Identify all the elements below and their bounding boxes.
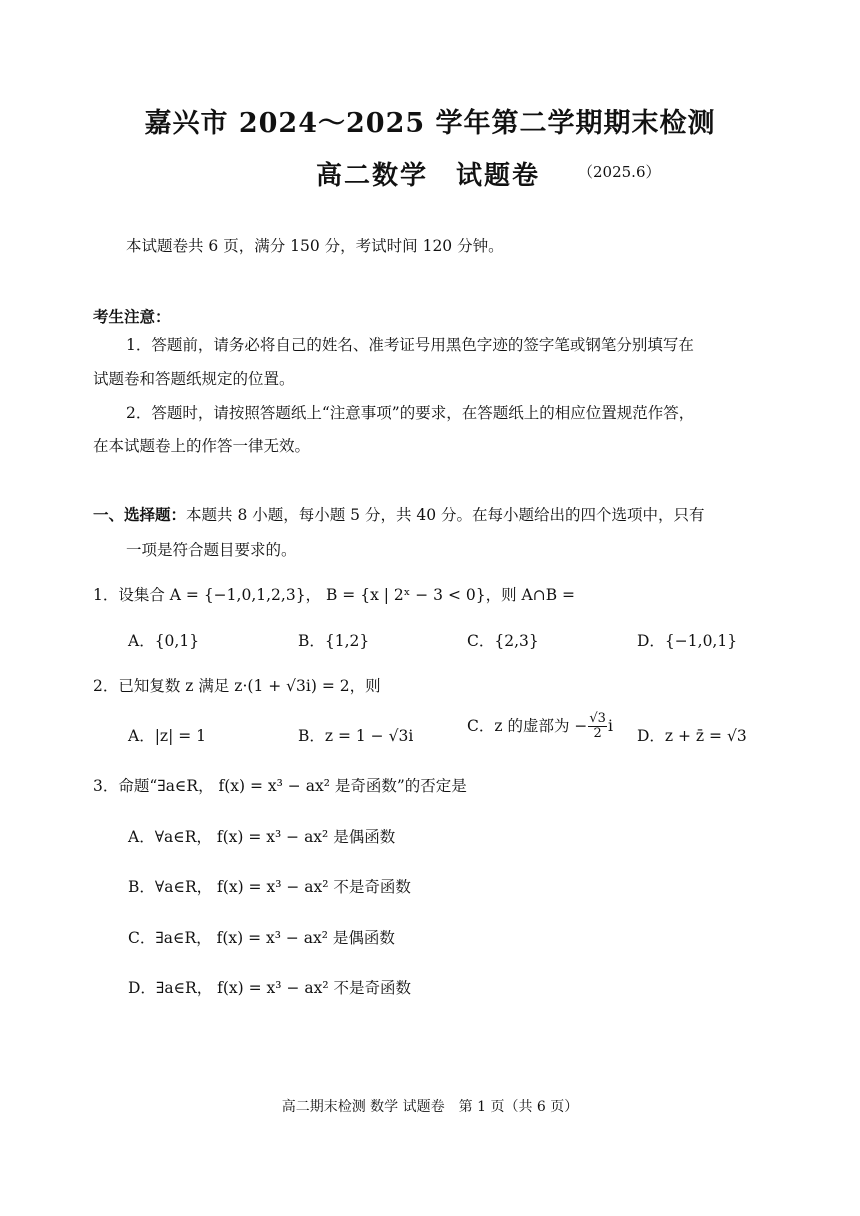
question-2-option-d: D．z + z̄ = √3 — [637, 727, 747, 745]
fraction-denominator: 2 — [593, 726, 602, 742]
question-2-option-c-suffix: i — [607, 716, 613, 735]
notice-item-1-line-2: 试题卷和答题纸规定的位置。 — [93, 370, 295, 388]
question-1-option-c: C．{2,3} — [467, 632, 539, 650]
question-3-option-d: D．∃a∈R， f(x) = x³ − ax² 不是奇函数 — [128, 979, 411, 997]
exam-title: 嘉兴市 2024～2025 学年第二学期期末检测 — [144, 108, 716, 139]
exam-subtitle: 高二数学 试题卷 — [316, 161, 541, 191]
question-3-option-c: C．∃a∈R， f(x) = x³ − ax² 是偶函数 — [128, 929, 395, 947]
question-1-option-d: D．{−1,0,1} — [637, 632, 738, 650]
question-2-stem: 2．已知复数 z 满足 z·(1 + √3i) = 2，则 — [93, 677, 381, 695]
page-footer: 高二期末检测 数学 试题卷 第 1 页（共 6 页） — [281, 1099, 579, 1115]
question-2-option-a: A．|z| = 1 — [128, 727, 207, 745]
question-1-stem: 1．设集合 A = {−1,0,1,2,3}， B = {x | 2ˣ − 3 < 0}，则 A∩B = — [93, 586, 575, 604]
notice-item-2-line-2: 在本试题卷上的作答一律无效。 — [93, 437, 311, 455]
section-1-desc-line-2: 一项是符合题目要求的。 — [126, 541, 297, 559]
question-3-option-b: B．∀a∈R， f(x) = x³ − ax² 不是奇函数 — [128, 878, 411, 896]
section-1-desc: 本题共 8 小题，每小题 5 分，共 40 分。在每小题给出的四个选项中，只有 — [186, 506, 705, 524]
question-3-option-a: A．∀a∈R， f(x) = x³ − ax² 是偶函数 — [128, 828, 396, 846]
notice-heading: 考生注意： — [93, 307, 171, 326]
intro-text: 本试题卷共 6 页，满分 150 分，考试时间 120 分钟。 — [126, 237, 504, 255]
question-1-option-b: B．{1,2} — [298, 632, 370, 650]
exam-date: （2025.6） — [578, 163, 661, 181]
question-2-option-c — [467, 712, 613, 742]
question-1-option-a: A．{0,1} — [128, 632, 200, 650]
section-1-heading — [93, 503, 705, 525]
notice-item-2-line-1: 2．答题时，请按照答题纸上“注意事项”的要求，在答题纸上的相应位置规范作答， — [126, 404, 695, 422]
fraction — [588, 712, 607, 742]
question-3-stem: 3．命题“∃a∈R， f(x) = x³ − ax² 是奇函数”的否定是 — [93, 777, 467, 795]
section-1-label: 一、选择题： — [93, 505, 187, 524]
question-2-option-c-prefix: C．z 的虚部为 − — [467, 716, 588, 735]
question-2-option-b: B．z = 1 − √3i — [298, 727, 414, 745]
fraction-numerator: √3 — [589, 711, 606, 726]
notice-item-1-line-1: 1．答题前，请务必将自己的姓名、准考证号用黑色字迹的签字笔或钢笔分别填写在 — [126, 336, 694, 354]
